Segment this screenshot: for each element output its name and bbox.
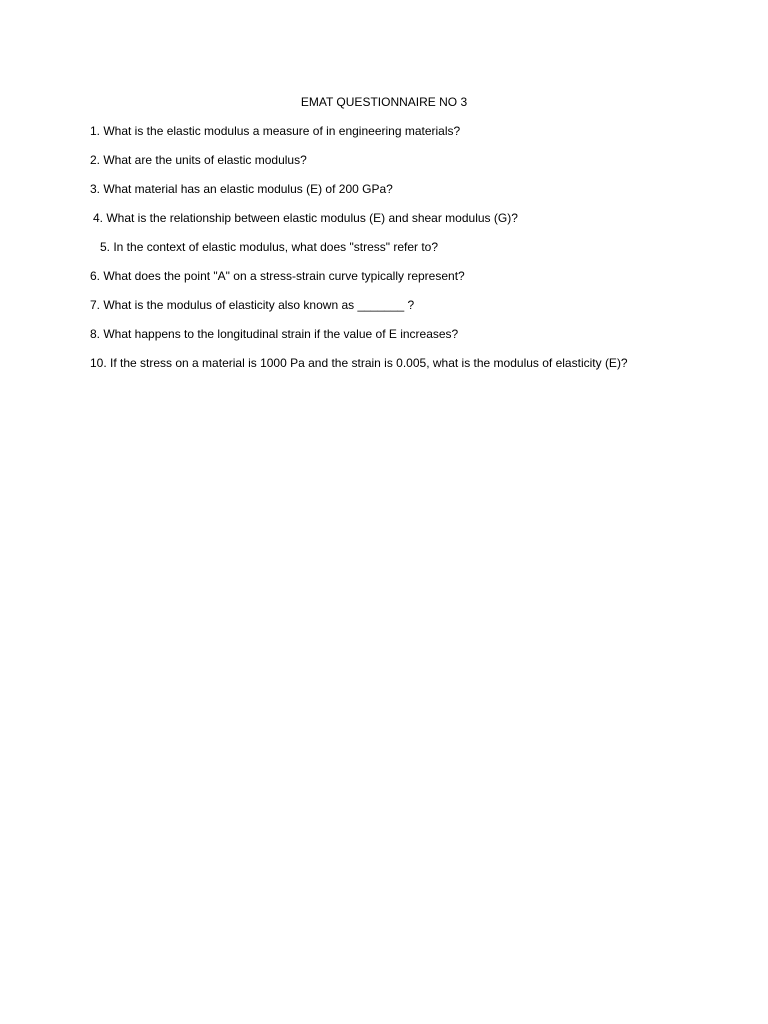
question-7: 7. What is the modulus of elasticity also known as _______ ?: [90, 298, 415, 312]
question-3: 3. What material has an elastic modulus (E) of 200 GPa?: [90, 182, 393, 196]
document-title: EMAT QUESTIONNAIRE NO 3: [300, 95, 468, 109]
question-2: 2. What are the units of elastic modulus?: [90, 153, 307, 167]
question-5: 5. In the context of elastic modulus, what does "stress" refer to?: [100, 240, 439, 254]
question-list: [90, 123, 730, 384]
question-1: 1. What is the elastic modulus a measure of in engineering materials?: [90, 124, 461, 138]
question-6: 6. What does the point "A" on a stress-strain curve typically represent?: [90, 269, 465, 283]
question-8: 8. What happens to the longitudinal strain if the value of E increases?: [90, 327, 459, 341]
question-10: 10. If the stress on a material is 1000 Pa and the strain is 0.005, what is the modulus of elasticity (E)?: [90, 356, 628, 370]
question-4: 4. What is the relationship between elastic modulus (E) and shear modulus (G)?: [93, 211, 518, 225]
